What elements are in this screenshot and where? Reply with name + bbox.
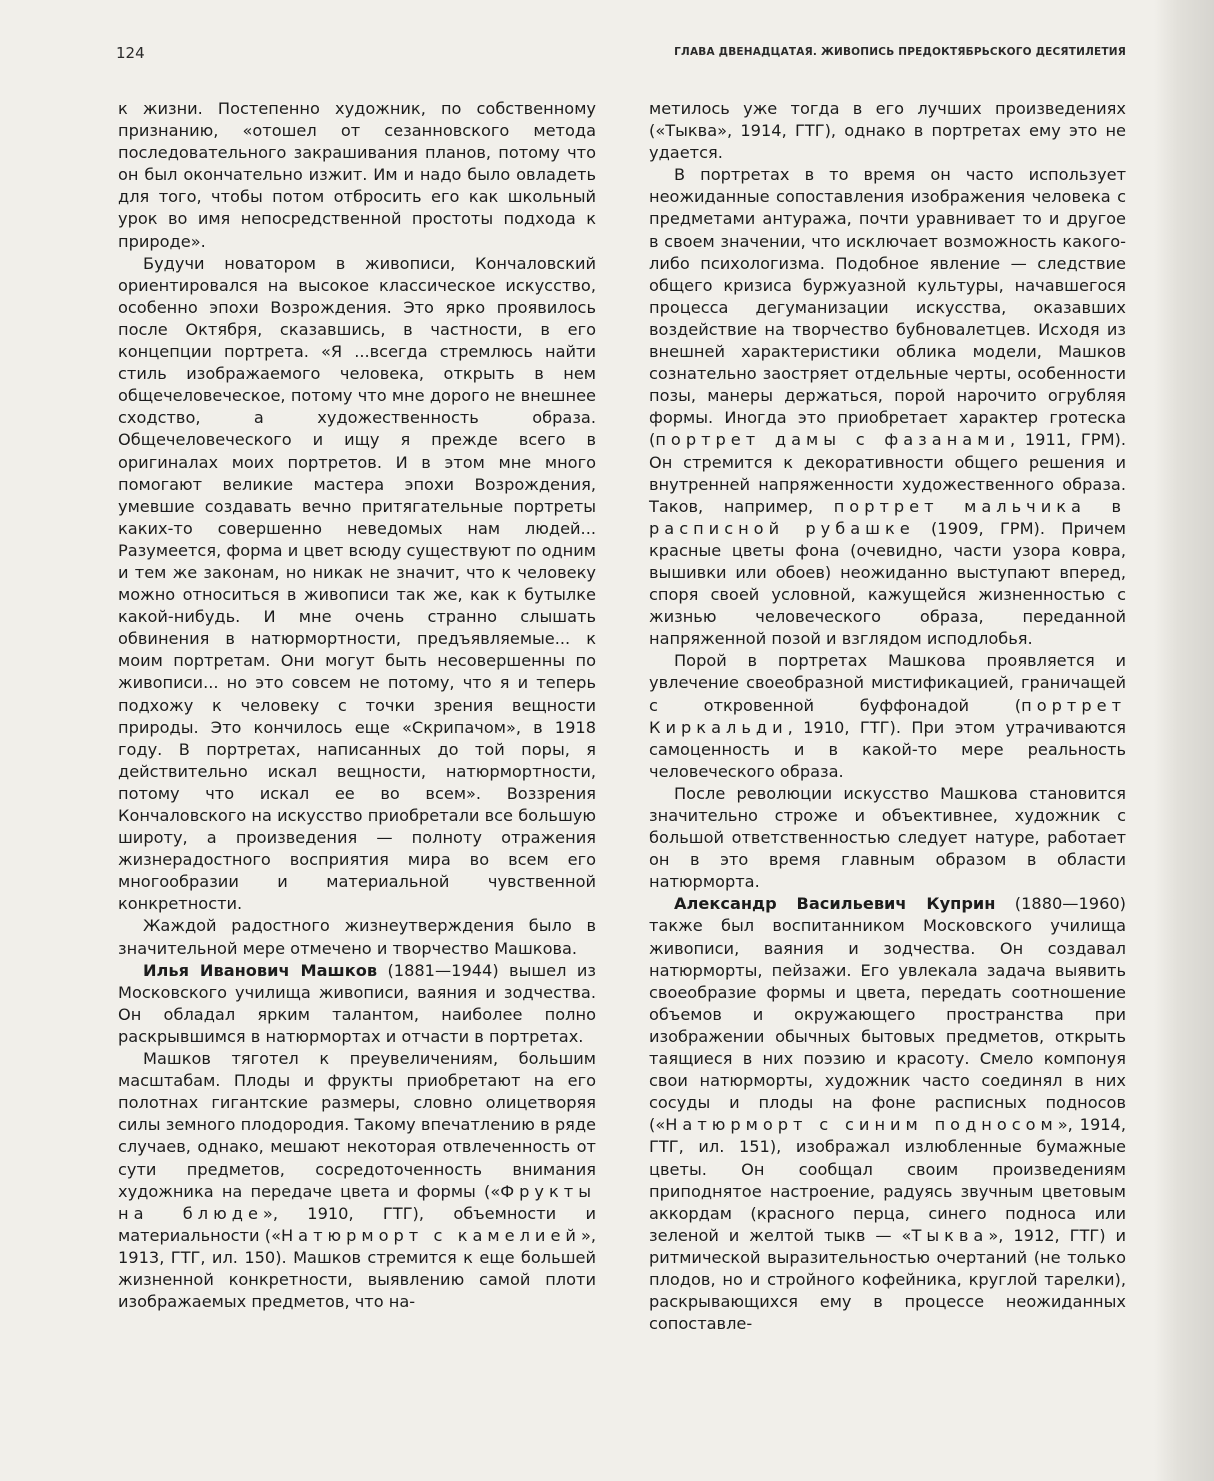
paragraph-text: , 1910, ГТГ). При этом утрачиваются самоценность и в какой-то мере реальность человеческого образа. — [649, 717, 1126, 781]
left-column — [118, 98, 596, 1313]
paragraph — [118, 960, 596, 1048]
artwork-title: Натюрморт с синим подносом — [665, 1115, 1058, 1135]
paragraph: к жизни. Постепенно художник, по собственному признанию, «отошел от сезанновского метода последовательного закрашивания планов, потому что он был окончательно изжит. Им и надо было овладеть для того, чтобы потом отбросить его как школьный урок во имя непосредственной простоты подхода к природе». — [118, 99, 596, 251]
paragraph: После революции искусство Машкова становится значительно строже и объективнее, художник с большой ответственностью следует натуре, работает он в это время главным образом в области натюрморта. — [649, 783, 1126, 892]
paragraph — [649, 650, 1126, 783]
paragraph-text: (1881—1944) вышел из Московского училища живописи, ваяния и зодчества. Он обладал ярким талантом, наиболее полно раскрывшимся в натюрмортах и отчасти в портретах. — [118, 960, 596, 1046]
page-number: 124 — [116, 44, 145, 62]
artwork-title: Фрукты на блюде — [118, 1181, 596, 1223]
paragraph-text: (1909, ГРМ). Причем красные цветы фона (очевидно, части узора ковра, вышивки или обоев) неожиданно выступают вперед, споря своей условной, кажущейся жизненностью с жизнью человеческого образа, переданной напряженной позой и взглядом исподлобья. — [649, 518, 1126, 649]
paragraph: метилось уже тогда в его лучших произведениях («Тыква», 1914, ГТГ), однако в портретах ему это не удается. — [649, 99, 1126, 163]
paragraph-text: Машков тяготел к преувеличениям, большим масштабам. Плоды и фрукты приобретают на его полотнах гигантские размеры, словно олицетворяя силы земного плодородия. Такому впечатлению в ряде случаев, однако, мешают некоторая отвлеченность от сути предметов, сосредоточенность внимания художника на передаче цвета и формы (« — [118, 1049, 596, 1201]
paragraph-text: », 1913, ГТГ, ил. 150). Машков стремится к еще большей жизненной конкретности, выявлению самой плоти изображаемых предметов, что на- — [118, 1225, 596, 1312]
paragraph: Будучи новатором в живописи, Кончаловский ориентировался на высокое классическое искусство, особенно эпохи Возрождения. Это ярко проявилось после Октября, сказавшись, в частности, в его концепции портрета. «Я ...всегда стремлюсь найти стиль изображаемого человека, открыть в нем общечеловеческое, потому что мне дорого не внешнее сходство, а художественность образа. Общечеловеческого и ищу я прежде всего в оригиналах моих портретов. И в этом мне много помогают великие мастера эпохи Возрождения, умевшие создавать вечно притягательные портреты каких-то совершенно неведомых нам людей... Разумеется, форма и цвет всюду существуют по одним и тем же законам, но никак не значит, что к человеку можно относиться в живописи так же, как к бутылке какой-нибудь. И мне очень странно слышать обвинения в натюрмортности, предъявляемые... к моим портретам. Они могут быть несовершенны по живописи... но это совсем не потому, что я и теперь подхожу к человеку с точки зрения вещности природы. Это кончилось еще «Скрипачом», в 1918 году. В портретах, написанных до той поры, я действительно искал вещности, натюрмортности, потому что искал ее во всем». Воззрения Кончаловского на искусство приобретали все большую широту, а произведения — полноту отражения жизнерадостного восприятия мира во всем его многообразии и материальной чувственной конкретности. — [118, 253, 596, 914]
paragraph-text: В портретах в то время он часто использует неожиданные сопоставления изображения человека с предметами антуража, почти уравнивает то и другое в своем значении, что исключает возможность какого-либо психологизма. Подобное явление — следствие общего кризиса буржуазной культуры, начавшегося процесса дегуманизации искусства, оказавших воздействие на творчество бубновалетцев. Исходя из внешней характеристики облика модели, Машков сознательно заостряет отдельные черты, особенности позы, манеры держаться, порой нарочито огрубляя формы. Иногда это приобретает характер гротеска ( — [649, 165, 1126, 450]
paragraph — [118, 1048, 596, 1313]
paragraph — [649, 164, 1126, 650]
artwork-title: Тыква — [911, 1225, 989, 1245]
paragraph-text: Порой в портретах Машкова проявляется и увлечение своеобразной мистификацией, граничащей с откровенной буффонадой ( — [649, 651, 1126, 715]
paragraph — [649, 893, 1126, 1335]
artwork-title: портрет мальчика в расписной рубашке — [649, 496, 1126, 538]
paragraph-text: », 1912, ГТГ) и ритмической выразительностью очертаний (не только плодов, но и стройного кофейника, круглой тарелки), раскрывающихся ему в процессе неожиданных сопоставле- — [649, 1225, 1127, 1334]
paragraph-text: », 1910, ГТГ), объемности и материальности (« — [118, 1203, 596, 1245]
artwork-title: портрет Киркальди — [649, 695, 1126, 737]
artist-name: Александр Васильевич Куприн — [674, 894, 996, 914]
page-header — [116, 44, 1126, 66]
right-column — [649, 98, 1126, 1335]
artist-name: Илья Иванович Машков — [143, 960, 378, 980]
running-head: ГЛАВА ДВЕНАДЦАТАЯ. ЖИВОПИСЬ ПРЕДОКТЯБРЬСКОГО ДЕСЯТИЛЕТИЯ — [674, 46, 1126, 58]
paragraph-text: (1880—1960) также был воспитанником Московского училища живописи, ваяния и зодчества. Он создавал натюрморты, пейзажи. Его увлекала задача выявить своеобразие формы и цвета, передать соотношение объемов и окружающего пространства при изображении обычных бытовых предметов, открыть таящиеся в них поэзию и красоту. Смело компонуя свои натюрморты, художник часто соединял в них сосуды и плоды на фоне расписных подносов (« — [649, 894, 1126, 1135]
artwork-title: портрет дамы с фазанами — [655, 430, 1010, 450]
paragraph-text: », 1914, ГТГ, ил. 151), изображал излюбленные бумажные цветы. Он сообщал своим произведениям приподнятое настроение, радуясь звучным цветовым аккордам (красного перца, синего подноса или зеленой и желтой тыкв — « — [649, 1115, 1126, 1245]
artwork-title: Натюрморт с камелией — [280, 1225, 581, 1245]
paragraph-text: , 1911, ГРМ). Он стремится к декоративности общего решения и внутренней напряженности художественного образа. Таков, например, — [649, 430, 1126, 516]
paragraph: Жаждой радостного жизнеутверждения было в значительной мере отмечено и творчество Машкова. — [118, 916, 596, 958]
page-edge-shadow — [1154, 0, 1214, 1481]
